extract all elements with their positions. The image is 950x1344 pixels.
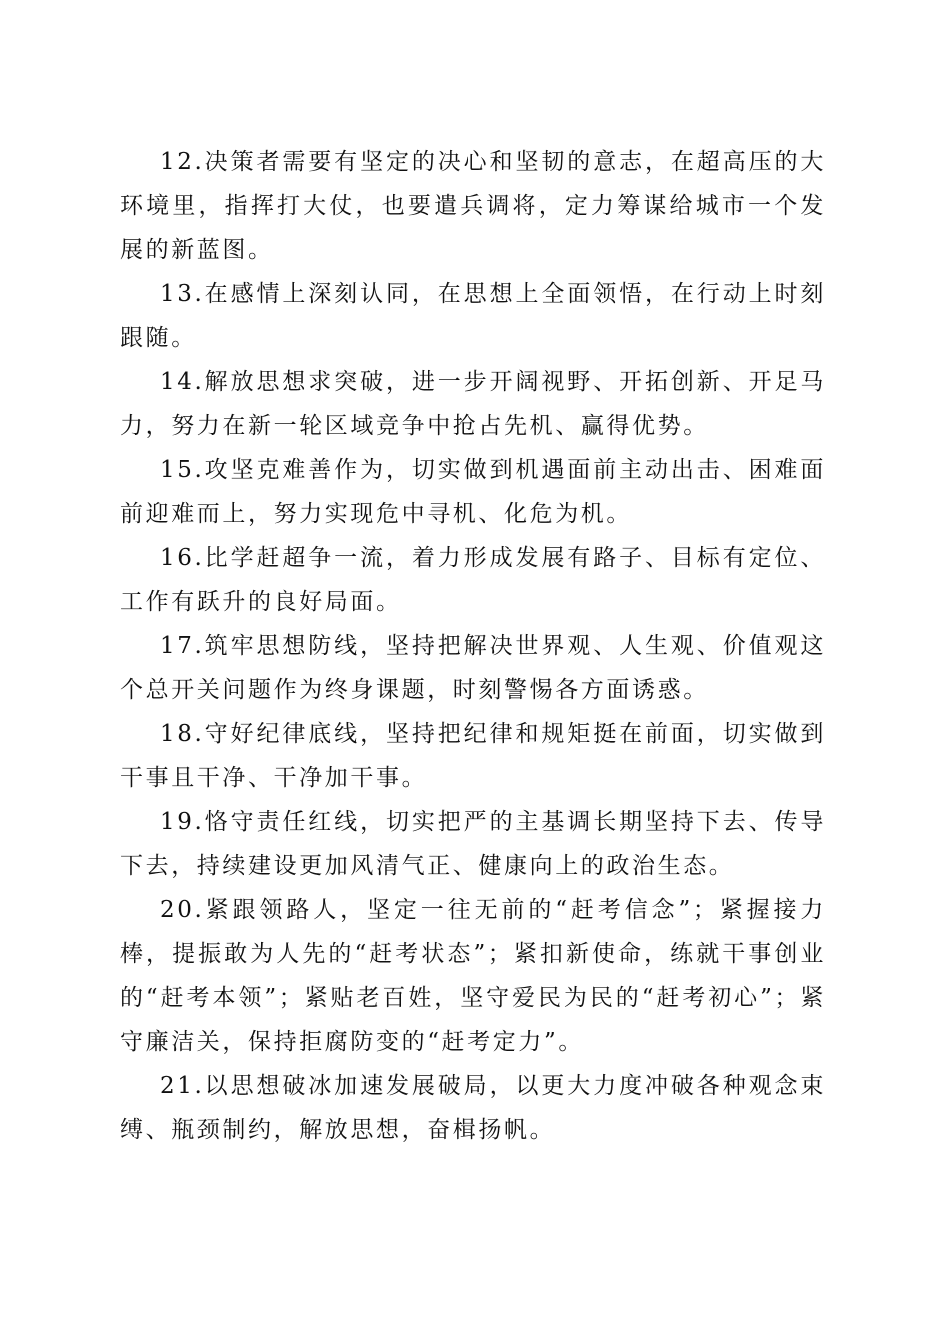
document-body xyxy=(120,140,826,1152)
paragraph-18: 18.守好纪律底线，坚持把纪律和规矩挺在前面，切实做到干事且干净、干净加干事。 xyxy=(120,721,826,791)
paragraph-14: 14.解放思想求突破，进一步开阔视野、开拓创新、开足马力，努力在新一轮区域竞争中抢占先机、赢得优势。 xyxy=(120,369,826,439)
paragraph-20: 20.紧跟领路人，坚定一往无前的“赶考信念”；紧握接力棒，提振敢为人先的“赶考状态”；紧扣新使命，练就干事创业的“赶考本领”；紧贴老百姓，坚守爱民为民的“赶考初心”；紧守廉洁关，保持拒腐防变的“赶考定力”。 xyxy=(120,897,826,1055)
paragraph-19: 19.恪守责任红线，切实把严的主基调长期坚持下去、传导下去，持续建设更加风清气正、健康向上的政治生态。 xyxy=(120,809,826,879)
paragraph-13: 13.在感情上深刻认同，在思想上全面领悟，在行动上时刻跟随。 xyxy=(120,281,826,351)
paragraph-12: 12.决策者需要有坚定的决心和坚韧的意志，在超高压的大环境里，指挥打大仗，也要遣兵调将，定力筹谋给城市一个发展的新蓝图。 xyxy=(120,149,826,263)
paragraph-16: 16.比学赶超争一流，着力形成发展有路子、目标有定位、工作有跃升的良好局面。 xyxy=(120,545,826,615)
paragraph-21: 21.以思想破冰加速发展破局，以更大力度冲破各种观念束缚、瓶颈制约，解放思想，奋楫扬帆。 xyxy=(120,1073,826,1143)
paragraph-17: 17.筑牢思想防线，坚持把解决世界观、人生观、价值观这个总开关问题作为终身课题，时刻警惕各方面诱惑。 xyxy=(120,633,826,703)
paragraph-15: 15.攻坚克难善作为，切实做到机遇面前主动出击、困难面前迎难而上，努力实现危中寻机、化危为机。 xyxy=(120,457,826,527)
